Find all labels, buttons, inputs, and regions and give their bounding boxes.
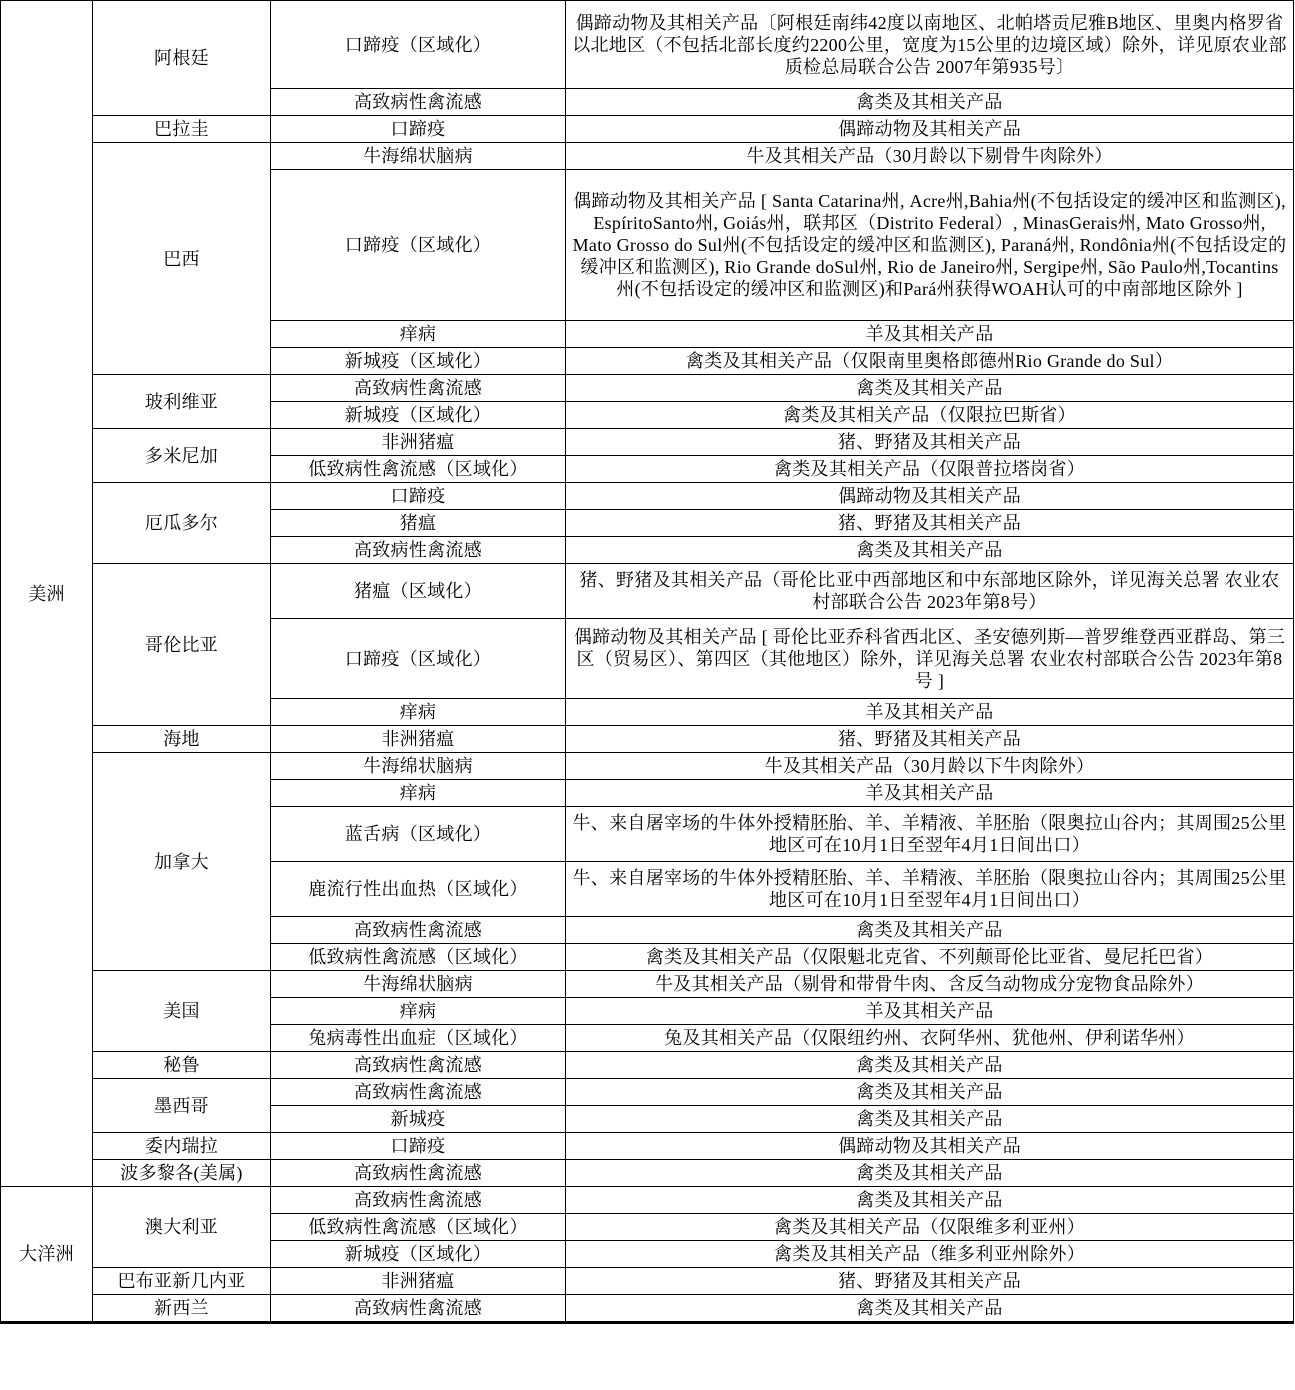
table-row (1, 1160, 1294, 1187)
disease-cell: 新城疫（区域化） (271, 402, 566, 429)
table-row (1, 116, 1294, 143)
disease-cell: 猪瘟 (271, 510, 566, 537)
product-cell: 猪、野猪及其相关产品 (566, 726, 1294, 753)
product-cell: 禽类及其相关产品（仅限拉巴斯省） (566, 402, 1294, 429)
product-cell: 禽类及其相关产品 (566, 1160, 1294, 1187)
table-row (1, 1133, 1294, 1160)
product-cell: 偶蹄动物及其相关产品 (566, 483, 1294, 510)
disease-cell: 低致病性禽流感（区域化） (271, 456, 566, 483)
product-cell: 禽类及其相关产品（仅限维多利亚州） (566, 1214, 1294, 1241)
product-cell: 羊及其相关产品 (566, 321, 1294, 348)
product-cell: 猪、野猪及其相关产品（哥伦比亚中西部地区和中东部地区除外，详见海关总署 农业农村部联合公告 2023年第8号） (566, 564, 1294, 619)
product-cell: 偶蹄动物及其相关产品 [ Santa Catarina州, Acre州,Bahia州(不包括设定的缓冲区和监测区), EspíritoSanto州, Goiás州，联邦区（Distrito Federal）, MinasGerais州, Mato Grosso州, Mato Grosso do Sul州(不包括设定的缓冲区和监测区), Paraná州, Rondônia州(不包括设定的缓冲区和监测区), Rio Grande doSul州, Rio de Janeiro州, Sergipe州, São Paulo州,Tocantins州(不包括设定的缓冲区和监测区)和Pará州获得WOAH认可的中南部地区除外 ] (566, 170, 1294, 321)
country-cell: 阿根廷 (93, 1, 271, 116)
disease-cell: 蓝舌病（区域化） (271, 807, 566, 862)
product-cell: 禽类及其相关产品（仅限普拉塔岗省） (566, 456, 1294, 483)
table-row (1, 1187, 1294, 1214)
disease-cell: 猪瘟（区域化） (271, 564, 566, 619)
disease-cell: 高致病性禽流感 (271, 917, 566, 944)
country-cell: 波多黎各(美属) (93, 1160, 271, 1187)
product-cell: 禽类及其相关产品 (566, 1052, 1294, 1079)
disease-cell: 口蹄疫（区域化） (271, 619, 566, 699)
product-cell: 猪、野猪及其相关产品 (566, 510, 1294, 537)
disease-cell: 牛海绵状脑病 (271, 753, 566, 780)
table-row (1, 971, 1294, 998)
disease-cell: 痒病 (271, 321, 566, 348)
product-cell: 禽类及其相关产品 (566, 1106, 1294, 1133)
disease-cell: 鹿流行性出血热（区域化） (271, 862, 566, 917)
disease-cell: 新城疫（区域化） (271, 1241, 566, 1268)
disease-cell: 高致病性禽流感 (271, 537, 566, 564)
table-row (1, 753, 1294, 780)
product-cell: 偶蹄动物及其相关产品 (566, 116, 1294, 143)
product-cell: 禽类及其相关产品 (566, 537, 1294, 564)
table-row (1, 1079, 1294, 1106)
product-cell: 羊及其相关产品 (566, 780, 1294, 807)
product-cell: 猪、野猪及其相关产品 (566, 1268, 1294, 1295)
country-cell: 巴拉圭 (93, 116, 271, 143)
product-cell: 牛及其相关产品（30月龄以下牛肉除外） (566, 753, 1294, 780)
disease-cell: 口蹄疫 (271, 1133, 566, 1160)
product-cell: 禽类及其相关产品 (566, 1079, 1294, 1106)
product-cell: 牛、来自屠宰场的牛体外授精胚胎、羊、羊精液、羊胚胎（限奥拉山谷内；其周围25公里地区可在10月1日至翌年4月1日间出口） (566, 807, 1294, 862)
disease-cell: 非洲猪瘟 (271, 429, 566, 456)
table-row (1, 429, 1294, 456)
product-cell: 禽类及其相关产品 (566, 1295, 1294, 1323)
disease-cell: 痒病 (271, 699, 566, 726)
country-cell: 委内瑞拉 (93, 1133, 271, 1160)
product-cell: 兔及其相关产品（仅限纽约州、衣阿华州、犹他州、伊利诺华州） (566, 1025, 1294, 1052)
country-cell: 厄瓜多尔 (93, 483, 271, 564)
table-row (1, 1268, 1294, 1295)
product-cell: 禽类及其相关产品 (566, 375, 1294, 402)
product-cell: 禽类及其相关产品 (566, 89, 1294, 116)
table-row (1, 375, 1294, 402)
country-cell: 海地 (93, 726, 271, 753)
disease-cell: 高致病性禽流感 (271, 1079, 566, 1106)
table-row (1, 1052, 1294, 1079)
table-row (1, 483, 1294, 510)
country-cell: 巴布亚新几内亚 (93, 1268, 271, 1295)
disease-cell: 痒病 (271, 780, 566, 807)
disease-cell: 高致病性禽流感 (271, 1187, 566, 1214)
disease-cell: 高致病性禽流感 (271, 375, 566, 402)
disease-cell: 低致病性禽流感（区域化） (271, 1214, 566, 1241)
disease-cell: 非洲猪瘟 (271, 726, 566, 753)
product-cell: 羊及其相关产品 (566, 998, 1294, 1025)
product-cell: 禽类及其相关产品 (566, 1187, 1294, 1214)
region-cell: 美洲 (1, 1, 93, 1187)
product-cell: 禽类及其相关产品（仅限南里奥格郎德州Rio Grande do Sul） (566, 348, 1294, 375)
disease-cell: 口蹄疫（区域化） (271, 1, 566, 89)
country-cell: 哥伦比亚 (93, 564, 271, 726)
product-cell: 禽类及其相关产品（维多利亚州除外） (566, 1241, 1294, 1268)
table-row (1, 1295, 1294, 1323)
product-cell: 牛及其相关产品（剔骨和带骨牛肉、含反刍动物成分宠物食品除外） (566, 971, 1294, 998)
disease-cell: 口蹄疫 (271, 116, 566, 143)
country-cell: 玻利维亚 (93, 375, 271, 429)
country-cell: 美国 (93, 971, 271, 1052)
disease-cell: 高致病性禽流感 (271, 89, 566, 116)
country-cell: 新西兰 (93, 1295, 271, 1323)
disease-cell: 高致病性禽流感 (271, 1295, 566, 1323)
product-cell: 偶蹄动物及其相关产品 (566, 1133, 1294, 1160)
disease-cell: 牛海绵状脑病 (271, 971, 566, 998)
disease-cell: 高致病性禽流感 (271, 1052, 566, 1079)
product-cell: 羊及其相关产品 (566, 699, 1294, 726)
product-cell: 偶蹄动物及其相关产品 [ 哥伦比亚乔科省西北区、圣安德列斯—普罗维登西亚群岛、第三区（贸易区）、第四区（其他地区）除外，详见海关总署 农业农村部联合公告 2023年第8号 ] (566, 619, 1294, 699)
disease-cell: 低致病性禽流感（区域化） (271, 944, 566, 971)
disease-cell: 非洲猪瘟 (271, 1268, 566, 1295)
country-cell: 墨西哥 (93, 1079, 271, 1133)
country-cell: 澳大利亚 (93, 1187, 271, 1268)
country-cell: 巴西 (93, 143, 271, 375)
disease-cell: 新城疫 (271, 1106, 566, 1133)
product-cell: 禽类及其相关产品（仅限魁北克省、不列颠哥伦比亚省、曼尼托巴省） (566, 944, 1294, 971)
product-cell: 猪、野猪及其相关产品 (566, 429, 1294, 456)
product-cell: 禽类及其相关产品 (566, 917, 1294, 944)
country-cell: 秘鲁 (93, 1052, 271, 1079)
disease-cell: 高致病性禽流感 (271, 1160, 566, 1187)
product-cell: 偶蹄动物及其相关产品〔阿根廷南纬42度以南地区、北帕塔贡尼雅B地区、里奥内格罗省以北地区（不包括北部长度约2200公里，宽度为15公里的边境区域）除外，详见原农业部 质检总局联合公告 2007年第935号〕 (566, 1, 1294, 89)
disease-cell: 新城疫（区域化） (271, 348, 566, 375)
disease-cell: 兔病毒性出血症（区域化） (271, 1025, 566, 1052)
table-row (1, 564, 1294, 619)
region-cell: 大洋洲 (1, 1187, 93, 1323)
disease-cell: 口蹄疫（区域化） (271, 170, 566, 321)
disease-cell: 口蹄疫 (271, 483, 566, 510)
table-body (1, 1, 1294, 1323)
disease-cell: 牛海绵状脑病 (271, 143, 566, 170)
country-cell: 多米尼加 (93, 429, 271, 483)
table-row (1, 726, 1294, 753)
country-cell: 加拿大 (93, 753, 271, 971)
product-cell: 牛及其相关产品（30月龄以下剔骨牛肉除外） (566, 143, 1294, 170)
disease-cell: 痒病 (271, 998, 566, 1025)
table-row (1, 143, 1294, 170)
product-cell: 牛、来自屠宰场的牛体外授精胚胎、羊、羊精液、羊胚胎（限奥拉山谷内；其周围25公里地区可在10月1日至翌年4月1日间出口） (566, 862, 1294, 917)
table-row (1, 1, 1294, 89)
